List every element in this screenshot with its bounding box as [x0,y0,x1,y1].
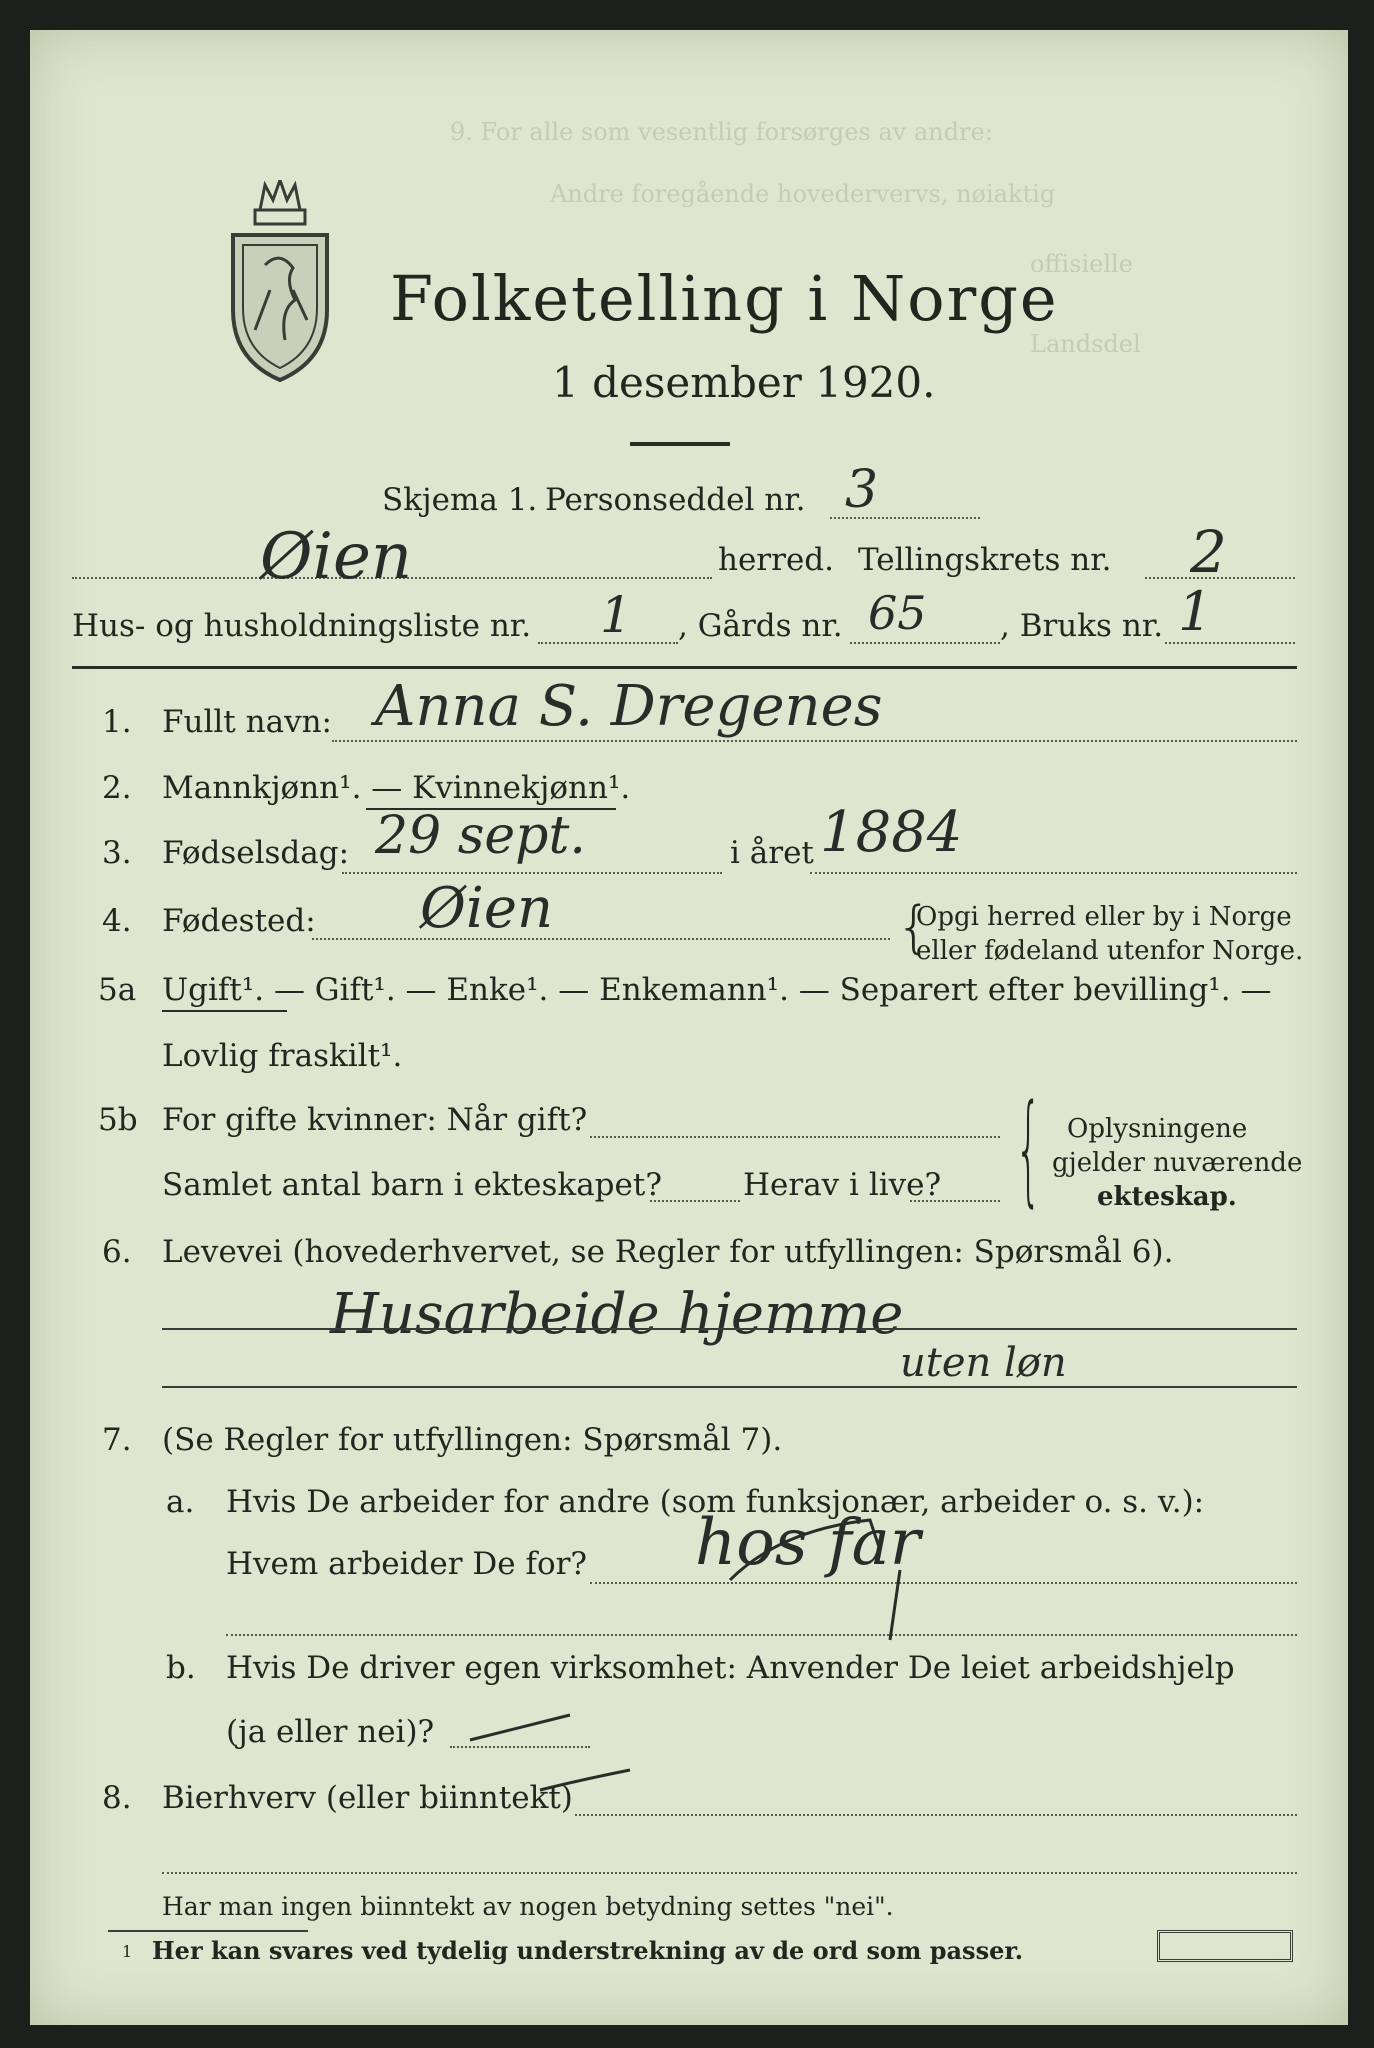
tellingskrets-label: Tellingskrets nr. [858,542,1112,578]
q4-label: Fødested: [162,903,316,939]
q8-line [575,1814,1297,1816]
q5b-number: 5b [98,1102,138,1138]
q7b-label: Hvis De driver egen virksomhet: Anvender De leiet arbeidshjelp [226,1650,1235,1686]
q6-line-1 [162,1328,1297,1330]
q8-label: Bierhverv (eller biinntekt) [162,1780,573,1816]
coat-of-arms-icon [225,180,335,385]
q4-number: 4. [102,903,132,939]
q3-label: Fødselsdag: [162,835,350,871]
q5b-label-3: Herav i live? [743,1167,942,1203]
q5b-note-3: ekteskap. [1097,1182,1237,1212]
personseddel-value: 3 [845,460,879,520]
skjema-label: Skjema 1. [382,482,538,518]
q2-label: Mannkjønn¹. — Kvinnekjønn¹. [162,770,631,806]
tellingskrets-value: 2 [1190,518,1227,586]
husliste-value: 1 [600,586,632,644]
q7-label: (Se Regler for utfyllingen: Spørsmål 7). [162,1422,783,1458]
title-rule [630,442,730,446]
q5b-children-line [650,1200,740,1202]
footer-divider [108,1930,308,1932]
q7b-label-2: (ja eller nei)? [226,1714,435,1750]
gards-line [850,642,1000,644]
printer-stamp [1157,1930,1293,1962]
q5b-brace: { [1015,1080,1042,1219]
q3-year-label: i året [730,835,814,871]
gards-value: 65 [868,586,927,640]
footer-note: Har man ingen biinntekt av nogen betydning settes "nei". [162,1892,894,1921]
q7a-number: a. [166,1484,195,1520]
herred-label: herred. [718,542,834,578]
q1-label: Fullt navn: [162,704,332,740]
q3-year-value: 1884 [820,800,963,865]
q4-note-1: Opgi herred eller by i Norge [916,902,1292,932]
q5b-note-2: gjelder nuværende [1052,1148,1303,1178]
q6-number: 6. [102,1234,132,1270]
personseddel-label: Personseddel nr. [545,482,806,518]
header-divider [72,666,1297,669]
q6-value: Husarbeide hjemme [330,1282,904,1347]
q6-label: Levevei (hovederhvervet, se Regler for utfyllingen: Spørsmål 6). [162,1234,1174,1270]
form-date: 1 desember 1920. [552,358,936,407]
q3-number: 3. [102,835,132,871]
q5a-number: 5a [98,972,137,1008]
handwritten-strokes [450,1490,1250,1810]
q4-note-2: eller fødeland utenfor Norge. [916,936,1304,966]
q5b-label-2: Samlet antal barn i ekteskapet? [162,1167,662,1203]
q7-number: 7. [102,1422,132,1458]
q5a-label: Ugift¹. — Gift¹. — Enke¹. — Enkemann¹. — Separert efter bevilling¹. — [162,972,1272,1008]
bruks-label: , Bruks nr. [1000,608,1164,644]
q5b-label: For gifte kvinner: Når gift? [162,1102,588,1138]
q6-value-2: uten løn [900,1340,1067,1386]
q7b-number: b. [166,1650,196,1686]
q4-value: Øien [420,876,554,941]
q5b-married-line [590,1136,1000,1138]
q3-line [342,872,722,874]
form-title: Folketelling i Norge [390,262,1059,335]
q5a-underline [162,1010,287,1012]
q1-value: Anna S. Dregenes [375,674,883,739]
q5b-note-1: Oplysningene [1067,1114,1248,1144]
q3-year-line [810,872,1297,874]
husliste-label: Hus- og husholdningsliste nr. [72,608,532,644]
q7a-value: hos far [695,1506,921,1580]
herred-value: Øien [260,520,413,594]
footnote-text: Her kan svares ved tydelig understrekning av de ord som passer. [152,1936,1024,1965]
q7a-label: Hvis De arbeider for andre (som funksjonær, arbeider o. s. v.): [226,1484,1205,1520]
gards-label: , Gårds nr. [678,608,843,644]
q8-line-2 [162,1872,1297,1874]
bruks-value: 1 [1178,580,1213,643]
q2-number: 2. [102,770,132,806]
q6-line-2 [162,1386,1297,1388]
q5a-label-2: Lovlig fraskilt¹. [162,1038,403,1074]
q4-brace: { [896,895,932,960]
census-form-page: 9. For alle som vesentlig forsørges av andre: Andre foregående hovedervervs, nøiaktig offisielle Landsdel Folketelling i Norge 1 desember 1920. Skjema 1. Personseddel nr. 3 Øien herred. Tellingskrets nr. 2 Hus- og husholdningsliste nr. 1 , Gårds nr. 65 , Bruks nr. 1 1. Fullt navn: Anna S. Dregenes 2. Mannkjønn¹. — Kvinnekjønn¹. 3. Fødselsdag: 29 sept. i året 1884 4. Fødested: Øien { Opgi herred eller by i Norge eller fødeland utenfor Norge. 5a Ugift¹. — Gift¹. — Enke¹. — Enkemann¹. — Separert efter bevilling¹. — Lovlig fraskilt¹. 5b For gifte kvinner: Når gift? Samlet antal barn i ekteskapet? Herav i live? { Oplysningene gjelder nuværende ekteskap. 6. Levevei (hovederhvervet, se Regler for utfyllingen: Spørsmål 6). Husarbeide hjemme uten løn 7. (Se Regler for utfyllingen: Spørsmål 7). a. Hvis De arbeider for andre (som funksjonær, arbeider o. s. v.): Hvem arbeider De for? hos far b. Hvis De driver egen virksomhet: Anvender De leiet arbeidshjelp (ja eller nei)? 8. Bierhverv (eller biinntekt) Har man ingen biinntekt av nogen betydning settes "nei". 1 Her kan svares ved tydelig understrekning av de ord som passer. [30,30,1348,2025]
q1-number: 1. [102,704,132,740]
footnote-number: 1 [122,1942,133,1961]
q3-value: 29 sept. [375,806,586,866]
q5b-alive-line [910,1200,1000,1202]
q7a-label-2: Hvem arbeider De for? [226,1546,588,1582]
q8-number: 8. [102,1780,132,1816]
q1-line [332,740,1297,742]
q4-line [312,938,890,940]
